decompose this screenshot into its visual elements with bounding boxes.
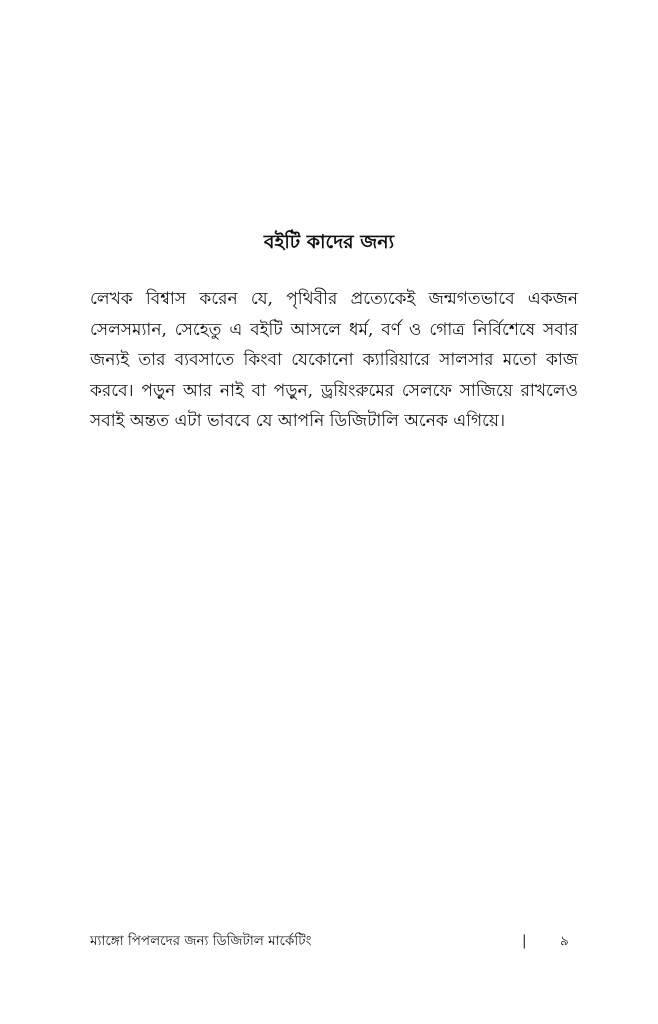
section-heading: বইটি কাদের জন্য — [263, 231, 395, 253]
footer-book-title: ম্যাঙ্গো পিপলদের জন্য ডিজিটাল মার্কেটিং — [90, 933, 312, 949]
body-paragraph: লেখক বিশ্বাস করেন যে, পৃথিবীর প্রত্যেকেই জন্মগতভাবে একজন সেলসম্যান, সেহেতু এ বইটি আসলে ধর্ম, বর্ণ ও গোত্র নির্বিশেষে সবার জন্যই তার ব্যবসাতে কিংবা যেকোনো ক্যারিয়ারে সালসার মতো কাজ করবে। পড়ুন আর নাই বা পড়ুন, ড্রয়িংরুমের সেলফে সাজিয়ে রাখলেও সবাই অন্তত এটা ভাববে যে আপনি ডিজিটালি অনেক এগিয়ে। — [90, 289, 578, 431]
page-number: ৯ — [560, 933, 569, 949]
footer-separator: | — [522, 933, 527, 949]
page-footer — [90, 929, 570, 953]
